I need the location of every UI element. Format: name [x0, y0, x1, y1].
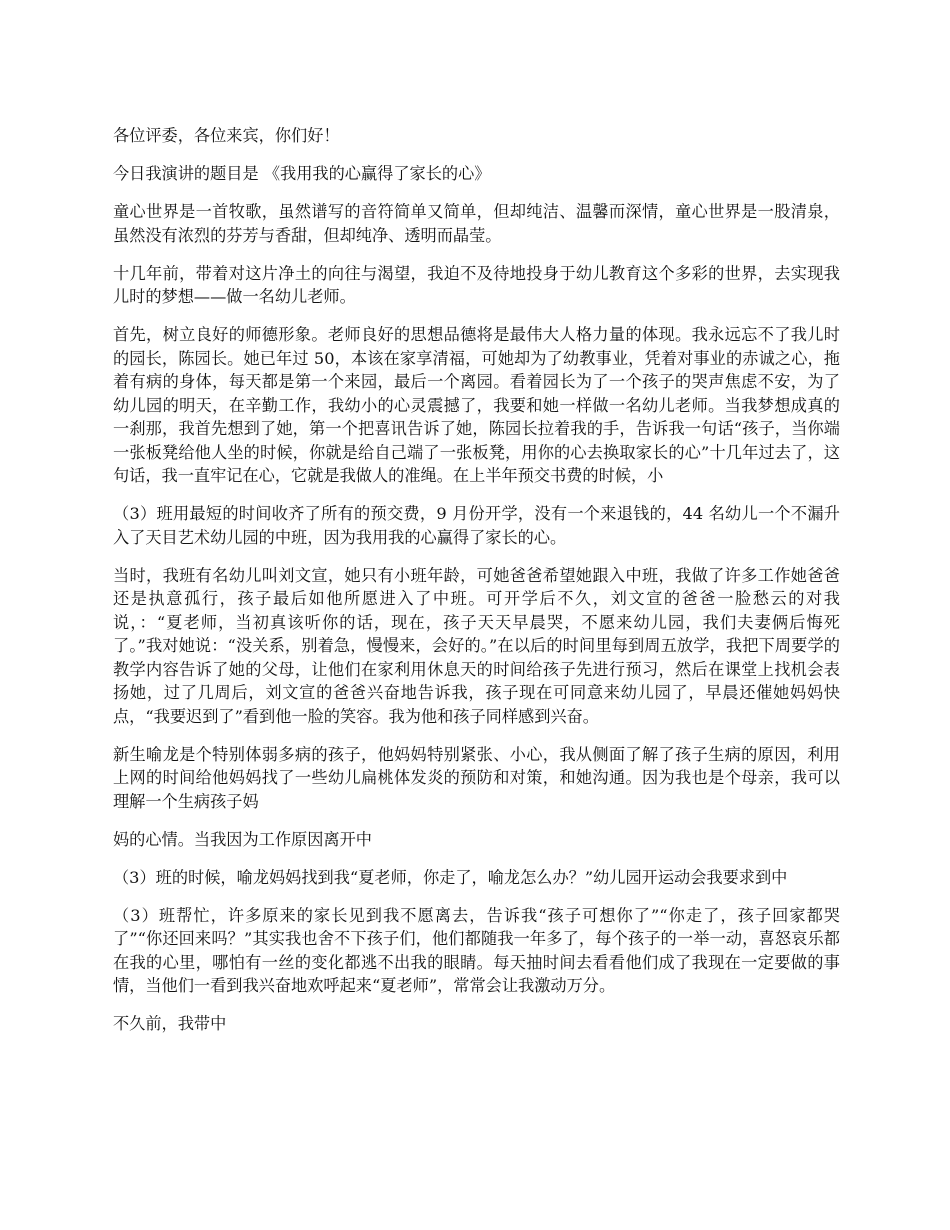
document-body [113, 124, 840, 1050]
body-paragraph: 当时，我班有名幼儿叫刘文宣，她只有小班年龄，可她爸爸希望她跟入中班，我做了许多工作她爸爸还是执意孤行，孩子最后如他所愿进入了中班。可开学后不久，刘文宣的爸爸一脸愁云的对我说，：“夏老师，当初真该听你的话，现在，孩子天天早晨哭，不愿来幼儿园，我们夫妻俩后悔死了。”我对她说：“没关系，别着急，慢慢来，会好的。”在以后的时间里每到周五放学，我把下周要学的教学内容告诉了她的父母，让他们在家利用休息天的时间给孩子先进行预习，然后在课堂上找机会表扬她，过了几周后，刘文宣的爸爸兴奋地告诉我，孩子现在可同意来幼儿园了，早晨还催她妈妈快点，“我要迟到了”看到他一脸的笑容。我为他和孩子同样感到兴奋。 [113, 565, 840, 726]
body-paragraph: 首先，树立良好的师德形象。老师良好的思想品德将是最伟大人格力量的体现。我永远忘不了我儿时的园长，陈园长。她已年过 50，本该在家享清福，可她却为了幼教事业，凭着对事业的赤诚之心，拖着有病的身体，每天都是第一个来园，最后一个离园。看着园长为了一个孩子的哭声焦虑不安，为了幼儿园的明天，在辛勤工作，我幼小的心灵震撼了，我要和她一样做一名幼儿老师。当我梦想成真的一刹那，我首先想到了她，第一个把喜讯告诉了她，陈园长拉着我的手，告诉我一句话“孩子，当你端一张板凳给他人坐的时候，你就是给自己端了一张板凳，用你的心去换取家长的心”十几年过去了，这句话，我一直牢记在心，它就是我做人的准绳。在上半年预交书费的时候，小 [113, 325, 840, 485]
greeting-paragraph: 各位评委，各位来宾，你们好！ [113, 126, 340, 145]
body-paragraph: （3）班用最短的时间收齐了所有的预交费，9 月份开学，没有一个来退钱的，44 名幼儿一个不漏升入了天目艺术幼儿园的中班，因为我用我的心赢得了家长的心。 [113, 504, 840, 547]
body-paragraph: 妈的心情。当我因为工作原因离开中 [113, 829, 372, 849]
body-paragraph: 十几年前，带着对这片净土的向往与渴望，我迫不及待地投身于幼儿教育这个多彩的世界，去实现我儿时的梦想——做一名幼儿老师。 [113, 263, 840, 306]
body-paragraph: （3）班的时候，喻龙妈妈找到我“夏老师，你走了，喻龙怎么办？”幼儿园开运动会我要求到中 [113, 867, 788, 887]
body-paragraph: 新生喻龙是个特别体弱多病的孩子，他妈妈特别紧张、小心，我从侧面了解了孩子生病的原因，利用上网的时间给他妈妈找了一些幼儿扁桃体发炎的预防和对策，和她沟通。因为我也是个母亲，我可以理解一个生病孩子妈 [113, 744, 840, 811]
body-paragraph: （3）班帮忙，许多原来的家长见到我不愿离去，告诉我“孩子可想你了”“你走了，孩子回家都哭了”“你还回来吗？”其实我也舍不下孩子们，他们都随我一年多了，每个孩子的一举一动，喜怒哀乐都在我的心里，哪怕有一丝的变化都逃不出我的眼睛。每天抽时间去看看他们成了我现在一定要做的事情，当他们一看到我兴奋地欢呼起来“夏老师”，常常会让我激动万分。 [113, 905, 840, 995]
body-paragraph: 童心世界是一首牧歌，虽然谱写的音符简单又简单，但却纯洁、温馨而深情，童心世界是一股清泉，虽然没有浓烈的芬芳与香甜，但却纯净、透明而晶莹。 [113, 202, 840, 245]
speech-title-paragraph: 今日我演讲的题目是 《我用我的心赢得了家长的心》 [113, 164, 491, 183]
body-paragraph: 不久前，我带中 [113, 1014, 227, 1033]
